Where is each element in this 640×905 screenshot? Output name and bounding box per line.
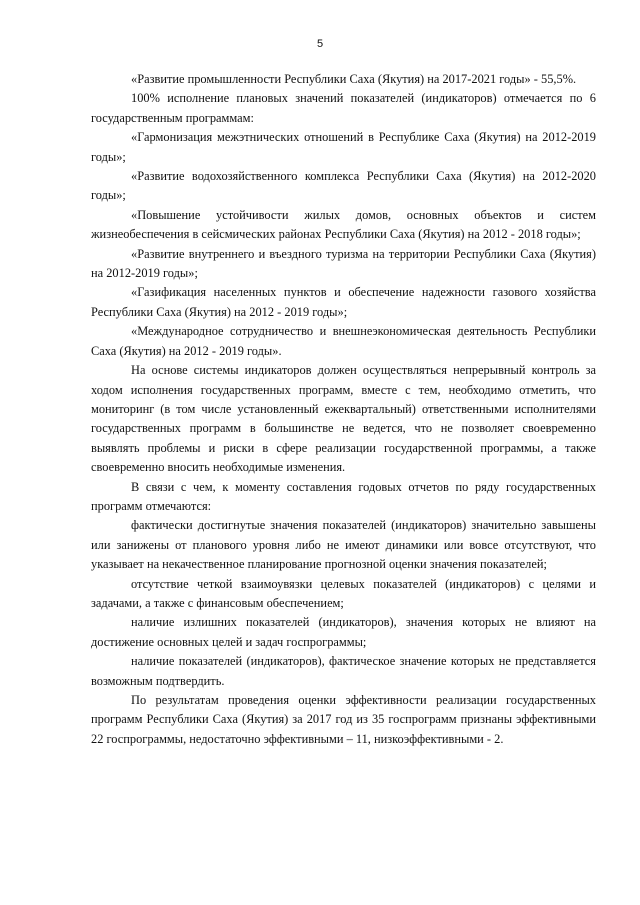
paragraph-program-gas: «Газификация населенных пунктов и обеспечение надежности газового хозяйства Республики Саха (Якутия) на 2012 - 2019 годы»; (91, 285, 596, 319)
paragraph-program-harmonization: «Гармонизация межэтнических отношений в Республике Саха (Якутия) на 2012-2019 годы»; (91, 130, 596, 164)
paragraph-issue-excess: наличие излишних показателей (индикаторов), значения которых не влияют на достижение основных целей и задач госпрограммы; (91, 615, 596, 649)
page-number: 5 (316, 38, 324, 50)
paragraph-program-tourism: «Развитие внутреннего и въездного туризма на территории Республики Саха (Якутия) на 2012-2019 годы»; (91, 246, 596, 281)
paragraph-issue-unverifiable: наличие показателей (индикаторов), фактическое значение которых не представляется возможным подтвердить. (91, 654, 596, 688)
paragraph-issue-linkage: отсутствие четкой взаимоувязки целевых показателей (индикаторов) с целями и задачами, а также с финансовым обеспечением; (91, 576, 596, 610)
paragraph-monitoring: На основе системы индикаторов должен осуществляться непрерывный контроль за ходом исполнения государственных программ, вместе с тем, необходимо отметить, что мониторинг (в том числе установленный ежеквартальный) ответственными исполнителями государственных программ в большинстве не ведется, что не позволяет своевременно выявлять проблемы и риски в сфере реализации государственной программы, а также своевременно вносить необходимые изменения. (91, 363, 596, 475)
paragraph-program-international: «Международное сотрудничество и внешнеэкономическая деятельность Республики Саха (Якутия) на 2012 - 2019 годы». (91, 324, 596, 358)
paragraph-issue-values: фактически достигнутые значения показателей (индикаторов) значительно завышены или занижены от планового уровня либо не имеют динамики или вовсе отсутствуют, что указывает на некачественное планирование прогнозной оценки значения показателей; (91, 518, 596, 572)
paragraph-industry-program: «Развитие промышленности Республики Саха (Якутия) на 2017-2021 годы» - 55,5%. (131, 72, 577, 86)
paragraph-annual-reports: В связи с чем, к моменту составления годовых отчетов по ряду государственных программ отмечаются: (91, 479, 596, 513)
paragraph-full-execution: 100% исполнение плановых значений показателей (индикаторов) отмечается по 6 государственным программам: (91, 91, 596, 125)
document-body (91, 70, 596, 749)
paragraph-program-water: «Развитие водохозяйственного комплекса Республики Саха (Якутия) на 2012-2020 годы»; (91, 169, 596, 203)
paragraph-program-seismic: «Повышение устойчивости жилых домов, основных объектов и систем жизнеобеспечения в сейсмических районах Республики Саха (Якутия) на 2012 - 2018 годы»; (91, 207, 596, 242)
paragraph-evaluation-results: По результатам проведения оценки эффективности реализации государственных программ Республики Саха (Якутия) за 2017 год из 35 госпрограмм признаны эффективными 22 госпрограммы, недостаточно эффективными – 11, низкоэффективными - 2. (91, 693, 596, 746)
